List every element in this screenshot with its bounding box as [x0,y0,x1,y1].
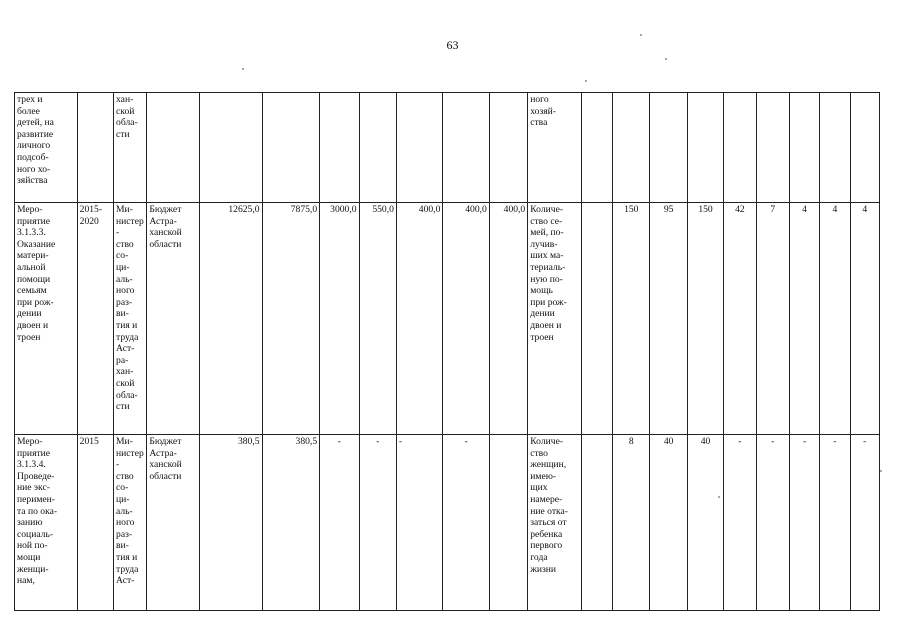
executor-cell: Ми- нистер- ство со- ци- аль- ного раз- ви- тия и труда Аст- ра- хан- ской обла- сти [114,203,147,435]
amount-2020-cell [489,435,527,611]
scan-speck [880,470,882,472]
scan-speck [242,68,244,70]
indicator-value-cell: - [724,435,756,611]
amount-total-cell: 380,5 [199,435,262,611]
amount-2017-cell [359,93,396,203]
table-row [15,435,880,611]
blank-cell [581,93,612,203]
indicator-value-cell: 40 [650,435,687,611]
amount-2017-cell: 550,0 [359,203,396,435]
scan-speck [718,496,720,498]
table-row [15,93,880,203]
indicator-value-cell: 8 [613,435,650,611]
indicator-value-cell [820,93,850,203]
amount-2015-cell: 7875,0 [262,203,320,435]
indicator-value-cell: 42 [724,203,756,435]
amount-2019-cell: 400,0 [443,203,489,435]
scan-speck [640,34,642,36]
indicator-value-cell [650,93,687,203]
scan-speck [585,80,587,82]
indicator-value-cell [687,93,723,203]
indicator-cell: Количе- ство се- мей, по- лучив- ших ма- териаль- ную по- мощь при рож- дении двоен и троен [528,203,582,435]
indicator-value-cell: 7 [756,203,789,435]
years-cell: 2015- 2020 [77,203,113,435]
years-cell: 2015 [77,435,113,611]
indicator-value-cell [724,93,756,203]
indicator-cell: Количе- ство женщин, имею- щих намере- ние отка- заться от ребенка первого года жизни [528,435,582,611]
indicator-cell: ного хозяй- ства [528,93,582,203]
blank-cell [581,435,612,611]
page-number: 63 [446,38,459,52]
indicator-value-cell [850,93,879,203]
amount-2018-cell: 400,0 [396,203,442,435]
amount-2016-cell [320,93,359,203]
amount-2019-cell: - [443,435,489,611]
measure-name-cell: Меро- приятие 3.1.3.4. Проведе- ние экс- перимен- та по ока- занию социаль- ной по- мощи женщи- нам, [15,435,78,611]
indicator-value-cell: 150 [613,203,650,435]
indicator-value-cell: 40 [687,435,723,611]
funding-source-cell: Бюджет Астра- ханской области [147,203,200,435]
indicator-value-cell [756,93,789,203]
amount-2015-cell [262,93,320,203]
indicator-value-cell: - [850,435,879,611]
indicator-value-cell [789,93,819,203]
indicator-value-cell: - [820,435,850,611]
program-table [14,92,880,611]
funding-source-cell: Бюджет Астра- ханской области [147,435,200,611]
years-cell [77,93,113,203]
indicator-value-cell: 150 [687,203,723,435]
amount-2019-cell [443,93,489,203]
measure-name-cell: трех и более детей, на развитие личного подсоб- ного хо- зяйства [15,93,78,203]
amount-total-cell: 12625,0 [199,203,262,435]
amount-2017-cell: - [359,435,396,611]
amount-2015-cell: 380,5 [262,435,320,611]
indicator-value-cell: 4 [789,203,819,435]
amount-2018-cell [396,93,442,203]
amount-total-cell [199,93,262,203]
executor-cell: Ми- нистер- ство со- ци- аль- ного раз- ви- тия и труда Аст- [114,435,147,611]
amount-2018-cell: - [396,435,442,611]
scan-speck [665,58,667,60]
amount-2016-cell: 3000,0 [320,203,359,435]
indicator-value-cell: - [789,435,819,611]
amount-2020-cell: 400,0 [489,203,527,435]
funding-source-cell [147,93,200,203]
measure-name-cell: Меро- приятие 3.1.3.3. Оказание матери- альной помощи семьям при рож- дении двоен и троен [15,203,78,435]
table-row [15,203,880,435]
indicator-value-cell: 4 [850,203,879,435]
amount-2016-cell: - [320,435,359,611]
blank-cell [581,203,612,435]
indicator-value-cell: - [756,435,789,611]
amount-2020-cell [489,93,527,203]
indicator-value-cell: 95 [650,203,687,435]
indicator-value-cell: 4 [820,203,850,435]
executor-cell: хан- ской обла- сти [114,93,147,203]
indicator-value-cell [613,93,650,203]
